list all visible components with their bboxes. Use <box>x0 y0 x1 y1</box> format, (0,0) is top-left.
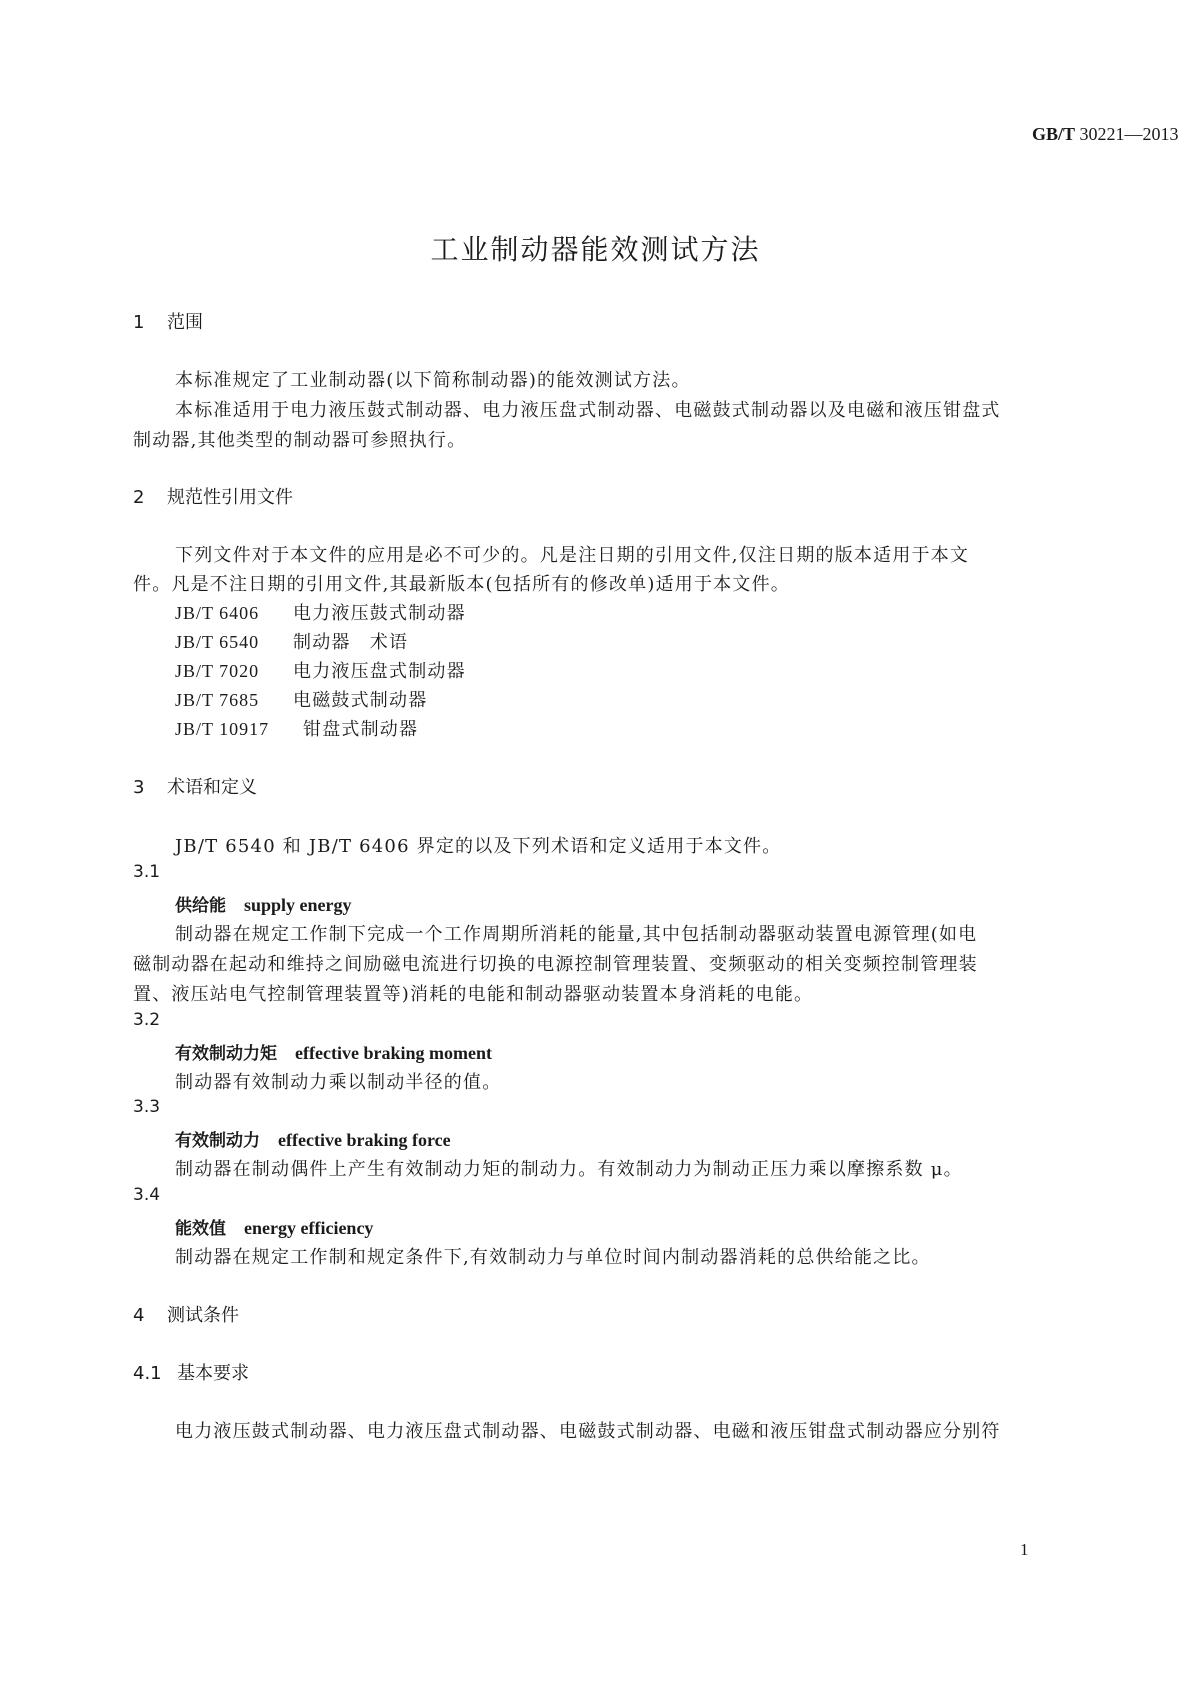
section-1-heading <box>133 308 203 334</box>
term-cn: 有效制动力矩 <box>175 1044 277 1064</box>
reference-code: JB/T 6406 <box>175 603 260 623</box>
reference-item <box>175 628 408 654</box>
section-number: 1 <box>133 312 145 333</box>
reference-code: JB/T 6540 <box>175 632 260 652</box>
reference-item <box>175 599 466 625</box>
definition-line: 制动器在规定工作制和规定条件下,有效制动力与单位时间内制动器消耗的总供给能之比。 <box>175 1247 931 1268</box>
reference-name: 制动器 术语 <box>293 632 409 653</box>
standard-id <box>1032 124 1179 145</box>
section-title: 规范性引用文件 <box>167 487 293 508</box>
reference-item <box>175 657 466 683</box>
term-number: 3.1 <box>133 862 161 882</box>
term-en: effective braking moment <box>295 1043 492 1063</box>
paragraph-continuation: 件。凡是不注日期的引用文件,其最新版本(包括所有的修改单)适用于本文件。 <box>133 574 790 595</box>
definition-line: 制动器在制动偶件上产生有效制动力矩的制动力。有效制动力为制动正压力乘以摩擦系数 μ。 <box>175 1159 963 1180</box>
page-number: 1 <box>1020 1540 1029 1559</box>
term-cn: 供给能 <box>175 896 226 916</box>
term-heading <box>175 1039 492 1064</box>
standard-id-number: 30221—2013 <box>1079 124 1179 144</box>
section-title: 术语和定义 <box>167 777 257 798</box>
reference-name: 电力液压盘式制动器 <box>293 661 466 682</box>
definition-line: 置、液压站电气控制管理装置等)消耗的电能和制动器驱动装置本身消耗的电能。 <box>133 984 814 1005</box>
paragraph: 本标准适用于电力液压鼓式制动器、电力液压盘式制动器、电磁鼓式制动器以及电磁和液压钳盘式 <box>175 400 1001 421</box>
paragraph-continuation: 制动器,其他类型的制动器可参照执行。 <box>133 430 467 451</box>
definition-line: 制动器有效制动力乘以制动半径的值。 <box>175 1072 502 1093</box>
reference-name: 电力液压鼓式制动器 <box>293 603 466 624</box>
document-title: 工业制动器能效测试方法 <box>430 233 761 266</box>
term-cn: 能效值 <box>175 1219 226 1239</box>
subsection-title: 基本要求 <box>177 1363 249 1384</box>
term-number: 3.4 <box>133 1185 161 1205</box>
term-heading <box>175 1214 373 1239</box>
subsection-4-1-heading <box>133 1359 249 1385</box>
definition-line: 制动器在规定工作制下完成一个工作周期所消耗的能量,其中包括制动器驱动装置电源管理(如电 <box>175 924 978 945</box>
reference-code: JB/T 7685 <box>175 690 260 710</box>
term-en: energy efficiency <box>244 1218 374 1238</box>
term-en: supply energy <box>244 895 352 915</box>
definition-line: 磁制动器在起动和维持之间励磁电流进行切换的电源控制管理装置、变频驱动的相关变频控制管理装 <box>133 954 978 975</box>
standard-id-prefix: GB/T <box>1032 124 1076 144</box>
term-heading <box>175 891 352 916</box>
reference-name: 钳盘式制动器 <box>303 719 419 740</box>
section-number: 2 <box>133 487 145 508</box>
term-cn: 有效制动力 <box>175 1131 260 1151</box>
paragraph: 本标准规定了工业制动器(以下简称制动器)的能效测试方法。 <box>175 370 691 391</box>
subsection-number: 4.1 <box>133 1363 162 1384</box>
paragraph: 下列文件对于本文件的应用是必不可少的。凡是注日期的引用文件,仅注日期的版本适用于本文 <box>175 545 970 566</box>
section-number: 3 <box>133 777 145 798</box>
section-2-heading <box>133 483 293 509</box>
paragraph: JB/T 6540 和 JB/T 6406 界定的以及下列术语和定义适用于本文件。 <box>175 836 782 857</box>
reference-code: JB/T 10917 <box>175 719 270 739</box>
reference-item <box>175 715 418 741</box>
section-title: 范围 <box>167 312 203 333</box>
section-number: 4 <box>133 1305 145 1326</box>
paragraph: 电力液压鼓式制动器、电力液压盘式制动器、电磁鼓式制动器、电磁和液压钳盘式制动器应分别符 <box>175 1421 1001 1442</box>
term-number: 3.2 <box>133 1010 161 1030</box>
reference-code: JB/T 7020 <box>175 661 260 681</box>
section-title: 测试条件 <box>167 1305 239 1326</box>
reference-name: 电磁鼓式制动器 <box>293 690 428 711</box>
section-3-heading <box>133 773 257 799</box>
term-heading <box>175 1126 451 1151</box>
section-4-heading <box>133 1301 239 1327</box>
term-en: effective braking force <box>278 1130 451 1150</box>
reference-item <box>175 686 427 712</box>
term-number: 3.3 <box>133 1097 161 1117</box>
